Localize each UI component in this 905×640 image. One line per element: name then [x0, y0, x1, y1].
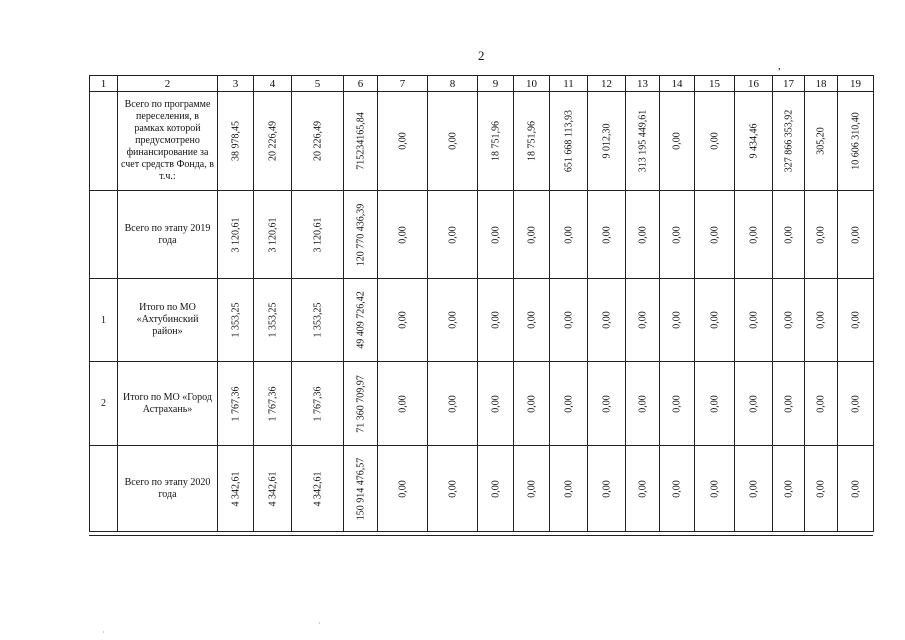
row-description: Итого по МО «Город Астрахань» — [118, 362, 218, 446]
page-number: 2 — [478, 48, 485, 63]
value-text: 651 668 113,93 — [563, 109, 574, 173]
value-cell — [378, 446, 428, 532]
value-text: 0,00 — [397, 394, 408, 413]
row-number — [90, 92, 118, 191]
value-cell — [695, 362, 735, 446]
value-text: 0,00 — [748, 394, 759, 413]
value-text: 3 120,61 — [267, 217, 278, 252]
value-text: 38 978,45 — [230, 121, 241, 161]
value-cell — [428, 279, 478, 362]
value-text: 0,00 — [601, 394, 612, 413]
value-cell — [254, 362, 292, 446]
value-cell — [344, 279, 378, 362]
value-cell — [218, 279, 254, 362]
value-cell — [344, 191, 378, 279]
value-text: 71 360 709,97 — [355, 374, 366, 433]
value-text: 0,00 — [397, 479, 408, 498]
value-cell — [292, 362, 344, 446]
header-cell: 8 — [428, 76, 478, 92]
value-text: 0,00 — [637, 479, 648, 498]
value-cell — [550, 92, 588, 191]
scan-speck: · — [102, 628, 105, 637]
value-cell — [773, 191, 805, 279]
value-cell — [218, 92, 254, 191]
value-text: 0,00 — [783, 225, 794, 244]
table-row — [90, 279, 874, 362]
value-cell — [428, 92, 478, 191]
value-cell — [695, 446, 735, 532]
header-cell: 11 — [550, 76, 588, 92]
value-cell — [478, 362, 514, 446]
header-cell: 13 — [626, 76, 660, 92]
value-text: 0,00 — [563, 311, 574, 329]
header-cell: 14 — [660, 76, 695, 92]
header-cell: 1 — [90, 76, 118, 92]
header-cell: 16 — [735, 76, 773, 92]
header-cell: 3 — [218, 76, 254, 92]
value-cell — [292, 279, 344, 362]
value-cell — [660, 191, 695, 279]
value-cell — [550, 279, 588, 362]
value-cell — [378, 279, 428, 362]
value-cell — [218, 191, 254, 279]
value-text: 3 120,61 — [312, 217, 323, 252]
value-cell — [218, 446, 254, 532]
value-cell — [695, 191, 735, 279]
value-cell — [838, 92, 874, 191]
value-cell — [695, 279, 735, 362]
value-text: 0,00 — [850, 394, 861, 413]
value-cell — [478, 446, 514, 532]
value-text: 1 767,36 — [230, 386, 241, 421]
value-cell — [344, 446, 378, 532]
scan-speck: · — [318, 619, 321, 628]
value-text: 3 120,61 — [230, 217, 241, 252]
value-cell — [838, 279, 874, 362]
value-text: 0,00 — [671, 225, 683, 244]
row-number — [90, 446, 118, 532]
value-cell — [254, 279, 292, 362]
value-text: 0,00 — [783, 394, 794, 413]
value-cell — [660, 446, 695, 532]
value-cell — [550, 362, 588, 446]
value-cell — [514, 362, 550, 446]
value-text: 4 342,61 — [312, 471, 323, 506]
value-cell — [254, 92, 292, 191]
value-text: 0,00 — [526, 479, 537, 498]
header-cell: 4 — [254, 76, 292, 92]
value-cell — [626, 446, 660, 532]
value-text: 0,00 — [709, 394, 720, 413]
value-cell — [254, 191, 292, 279]
value-text: 0,00 — [447, 225, 458, 244]
row-number — [90, 191, 118, 279]
value-text: 0,00 — [447, 479, 458, 498]
value-cell — [344, 362, 378, 446]
header-cell: 15 — [695, 76, 735, 92]
value-cell — [838, 362, 874, 446]
value-cell — [838, 446, 874, 532]
value-cell — [514, 446, 550, 532]
value-text: 0,00 — [709, 311, 720, 329]
row-description: Всего по этапу 2019 года — [118, 191, 218, 279]
value-cell — [660, 279, 695, 362]
value-text: 120 770 436,39 — [355, 203, 366, 266]
value-text: 0,00 — [748, 479, 759, 498]
value-cell — [805, 92, 838, 191]
value-text: 1 767,36 — [312, 386, 323, 421]
value-cell — [428, 446, 478, 532]
value-text: 0,00 — [526, 311, 537, 329]
value-text: 10 606 310,40 — [850, 112, 861, 170]
value-text: 0,00 — [850, 225, 861, 244]
value-cell — [292, 92, 344, 191]
header-cell: 5 — [292, 76, 344, 92]
value-text: 1 353,25 — [230, 302, 241, 338]
value-cell — [626, 279, 660, 362]
value-text: 20 226,49 — [267, 121, 278, 161]
value-text: 0,00 — [815, 394, 827, 413]
value-text: 327 866 353,92 — [783, 109, 794, 173]
value-text: 0,00 — [850, 479, 861, 498]
value-cell — [344, 92, 378, 191]
value-text: 0,00 — [397, 225, 408, 244]
header-cell: 9 — [478, 76, 514, 92]
page-mark: , — [778, 60, 781, 72]
header-cell: 18 — [805, 76, 838, 92]
row-number: 1 — [90, 279, 118, 362]
value-text: 0,00 — [563, 225, 574, 244]
value-text: 0,00 — [601, 479, 612, 498]
header-cell: 12 — [588, 76, 626, 92]
value-text: 0,00 — [526, 394, 537, 413]
value-cell — [735, 446, 773, 532]
value-text: 0,00 — [490, 479, 501, 498]
header-cell: 17 — [773, 76, 805, 92]
value-cell — [292, 191, 344, 279]
value-cell — [588, 191, 626, 279]
value-cell — [626, 191, 660, 279]
value-cell — [838, 191, 874, 279]
value-text: 0,00 — [671, 311, 683, 329]
value-text: 0,00 — [637, 311, 648, 329]
value-text: 313 195 449,61 — [637, 109, 648, 173]
value-text: 0,00 — [397, 132, 408, 150]
header-cell: 2 — [118, 76, 218, 92]
value-text: 0,00 — [783, 479, 794, 498]
value-text: 4 342,61 — [230, 471, 241, 506]
value-text: 0,00 — [709, 132, 720, 150]
value-text: 1 767,36 — [267, 386, 278, 421]
value-cell — [478, 92, 514, 191]
value-cell — [805, 279, 838, 362]
value-cell — [805, 446, 838, 532]
value-text: 305,20 — [815, 127, 827, 155]
value-cell — [292, 446, 344, 532]
value-text: 0,00 — [490, 394, 501, 413]
value-cell — [378, 191, 428, 279]
value-text: 0,00 — [709, 225, 720, 244]
value-cell — [428, 362, 478, 446]
value-cell — [588, 446, 626, 532]
value-text: 715234165,84 — [355, 112, 366, 170]
value-cell — [660, 92, 695, 191]
header-cell: 6 — [344, 76, 378, 92]
value-text: 0,00 — [601, 311, 612, 329]
value-text: 0,00 — [709, 479, 720, 498]
table-row — [90, 446, 874, 532]
value-cell — [773, 362, 805, 446]
value-text: 0,00 — [447, 311, 458, 329]
value-text: 0,00 — [748, 311, 759, 329]
value-cell — [773, 279, 805, 362]
row-description: Всего по программе переселения, в рамках которой предусмотрено финансирование за счет средств Фонда, в т.ч.: — [118, 92, 218, 191]
value-text: 0,00 — [563, 479, 574, 498]
row-description: Всего по этапу 2020 года — [118, 446, 218, 532]
header-cell: 19 — [838, 76, 874, 92]
table-row — [90, 191, 874, 279]
value-cell — [660, 362, 695, 446]
value-cell — [514, 279, 550, 362]
value-text: 0,00 — [850, 311, 861, 329]
header-row — [90, 76, 874, 92]
value-cell — [695, 92, 735, 191]
value-text: 0,00 — [490, 225, 501, 244]
value-cell — [773, 92, 805, 191]
value-cell — [378, 92, 428, 191]
value-cell — [588, 362, 626, 446]
header-cell: 7 — [378, 76, 428, 92]
value-text: 9 434,46 — [748, 123, 759, 159]
value-cell — [550, 446, 588, 532]
value-text: 0,00 — [526, 225, 537, 244]
funding-table — [89, 75, 874, 532]
value-cell — [773, 446, 805, 532]
value-cell — [588, 279, 626, 362]
value-text: 9 012,30 — [601, 123, 612, 159]
value-text: 0,00 — [637, 394, 648, 413]
value-cell — [805, 362, 838, 446]
value-cell — [626, 92, 660, 191]
value-cell — [550, 191, 588, 279]
value-text: 0,00 — [671, 394, 683, 413]
table-bottom-rule — [89, 535, 873, 536]
row-description: Итого по МО «Ахтубинский район» — [118, 279, 218, 362]
value-cell — [735, 92, 773, 191]
value-cell — [805, 191, 838, 279]
value-text: 0,00 — [748, 225, 759, 244]
value-text: 0,00 — [397, 311, 408, 329]
value-cell — [378, 362, 428, 446]
table-row — [90, 362, 874, 446]
value-text: 1 353,25 — [267, 302, 278, 338]
value-cell — [478, 279, 514, 362]
value-text: 0,00 — [815, 311, 827, 329]
value-text: 1 353,25 — [312, 302, 323, 338]
value-text: 18 751,96 — [526, 121, 537, 161]
value-text: 0,00 — [671, 479, 683, 498]
value-cell — [254, 446, 292, 532]
value-cell — [735, 362, 773, 446]
value-cell — [514, 191, 550, 279]
value-text: 0,00 — [671, 132, 683, 150]
value-text: 49 409 726,42 — [355, 291, 366, 349]
header-cell: 10 — [514, 76, 550, 92]
value-text: 4 342,61 — [267, 471, 278, 506]
value-text: 0,00 — [447, 132, 458, 150]
value-cell — [588, 92, 626, 191]
value-text: 18 751,96 — [490, 121, 501, 161]
value-text: 0,00 — [490, 311, 501, 329]
value-text: 0,00 — [783, 311, 794, 329]
value-text: 20 226,49 — [312, 121, 323, 161]
value-text: 0,00 — [447, 394, 458, 413]
row-number: 2 — [90, 362, 118, 446]
value-text: 0,00 — [563, 394, 574, 413]
value-cell — [478, 191, 514, 279]
value-text: 0,00 — [815, 479, 827, 498]
value-cell — [735, 279, 773, 362]
value-cell — [514, 92, 550, 191]
value-cell — [626, 362, 660, 446]
value-text: 150 914 476,57 — [355, 457, 366, 520]
value-cell — [735, 191, 773, 279]
table-row — [90, 92, 874, 191]
value-text: 0,00 — [815, 225, 827, 244]
value-cell — [428, 191, 478, 279]
value-text: 0,00 — [637, 225, 648, 244]
value-cell — [218, 362, 254, 446]
value-text: 0,00 — [601, 225, 612, 244]
